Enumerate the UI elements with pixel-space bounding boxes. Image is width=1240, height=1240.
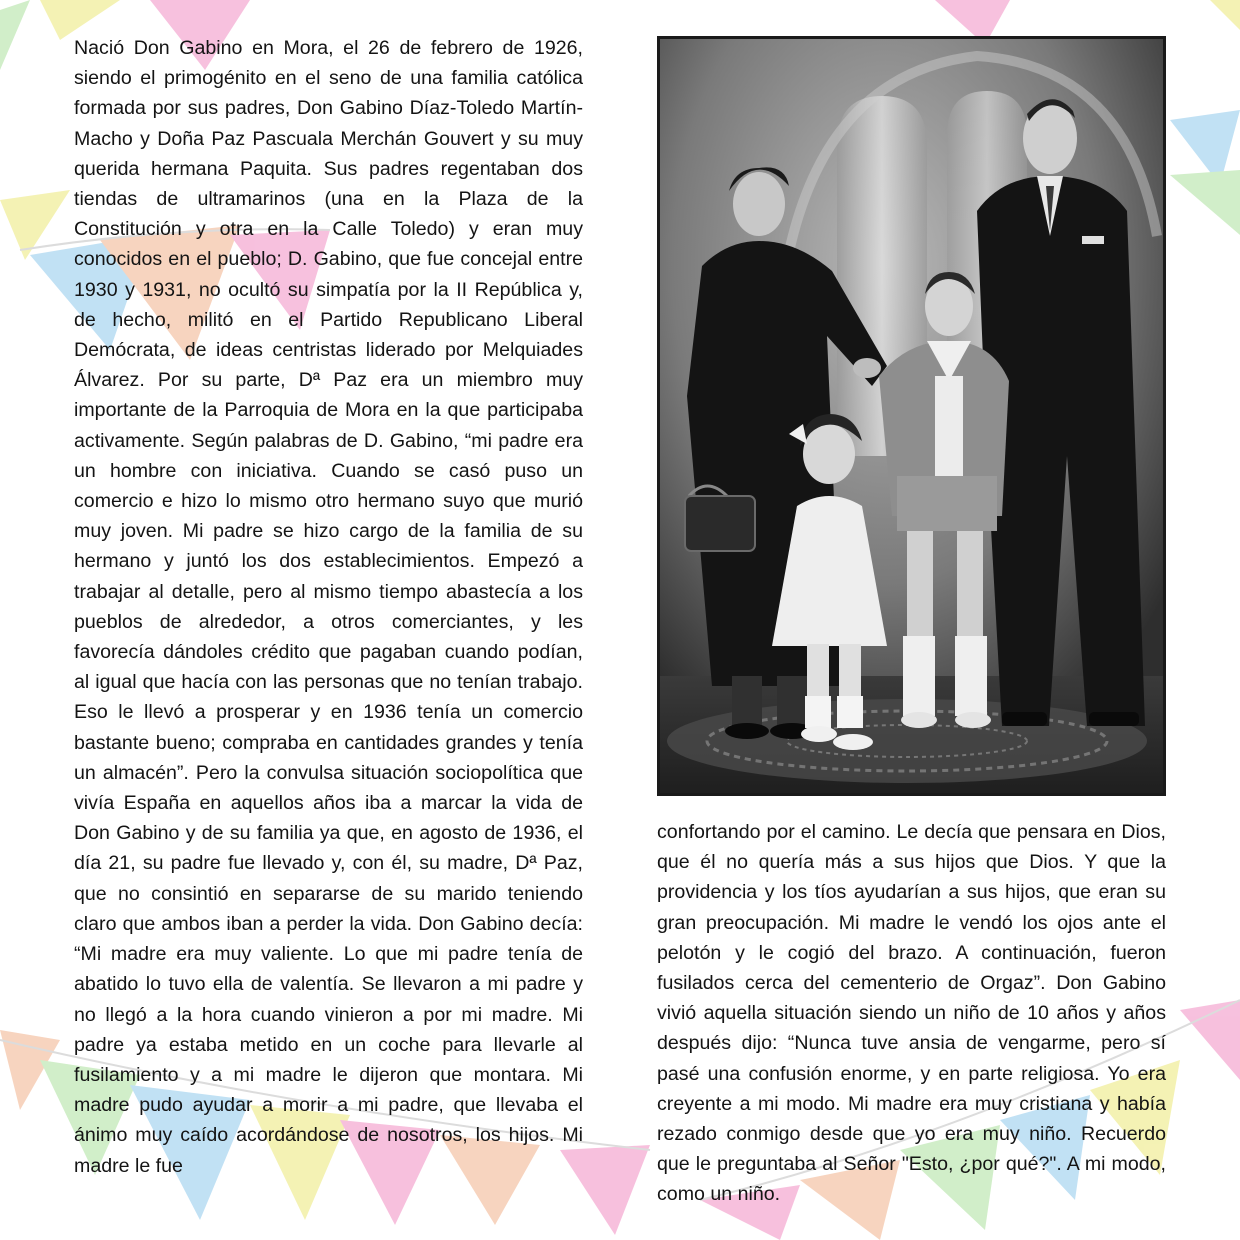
left-paragraph: Nació Don Gabino en Mora, el 26 de febrero de 1926, siendo el primogénito en el seno de una familia católica formada por sus padres, Don Gabino Díaz-Toledo Martín-Macho y Doña Paz Pascuala Merchán Gouvert y su muy querida hermana Paquita. Sus padres regentaban dos tiendas de ultramarinos (una en la Plaza de la Constitución y otra en la Calle Toledo) y eran muy conocidos en el pueblo; D. Gabino, que fue concejal entre 1930 y 1931, no ocultó su simpatía por la II República y, de hecho, militó en el Partido Republicano Liberal Demócrata, de ideas centristas liderado por Melquiades Álvarez. Por su parte, Dª Paz era un miembro muy importante de la Parroquia de Mora en la que participaba activamente. Según palabras de D. Gabino, “mi padre era un hombre con iniciativa. Cuando se casó puso un comercio e hizo lo mismo otro hermano suyo que murió muy joven. Mi padre se hizo cargo de la familia de su hermano y juntó los dos establecimientos. Empezó a trabajar al detalle, pero al mismo tiempo abastecía a los pueblos de alrededor, a otros comerciantes, y les favorecía dándoles crédito que pagaban cuando podían, al igual que hacía con las personas que no tenían trabajo. Eso le llevó a prosperar y en 1936 tenía un comercio bastante bueno; compraba en cantidades grandes y tenía un almacén”. Pero la convulsa situación sociopolítica que vivía España en aquellos años iba a marcar la vida de Don Gabino y de su familia ya que, en agosto de 1936, el día 21, su padre fue llevado y, con él, su madre, Dª Paz, que no consintió en separarse de su marido teniendo claro que ambos iban a perder la vida. Don Gabino decía: “Mi madre era muy valiente. Lo que mi padre tenía de abatido lo tuvo ella de valentía. Se llevaron a mi padre y no llegó a la hora cuando vinieron a por mi madre. Mi padre ya estaba metido en un coche para llevarle al fusilamiento y a mi madre le dijeron que montara. Mi madre pudo ayudar a morir a mi padre, que llevaba el ánimo muy caído acordándose de nosotros, los hijos. Mi madre le fue [74,37,583,1177]
pennant-yellow [0,190,70,260]
left-text-column [74,33,583,1181]
pennant-green [1170,170,1240,235]
family-photo [657,36,1166,796]
right-paragraph: confortando por el camino. Le decía que pensara en Dios, que él no quería más a sus hijos que Dios. Y que la providencia y los tíos ayudarían a sus hijos, que eran su gran preocupación. Mi madre le vendó los ojos ante el pelotón y le cogió del brazo. A continuación, fueron fusilados cerca del cementerio de Orgaz”. Don Gabino vivió aquella situación siendo un niño de 10 años y años después dijo: “Nunca tuve ansia de vengarme, pero sí pasé una confusión enorme, y en parte religiosa. Yo era creyente a mi modo. Mi madre era muy cristiana y había rezado conmigo desde que yo era muy niño. Recuerdo que le preguntaba al Señor "Esto, ¿por qué?". A mi modo, como un niño. [657,821,1166,1206]
pennant-pink [1180,1000,1240,1080]
right-text-column [657,817,1166,1210]
pennant-green [0,0,30,70]
pennant-yellow [1210,0,1240,30]
